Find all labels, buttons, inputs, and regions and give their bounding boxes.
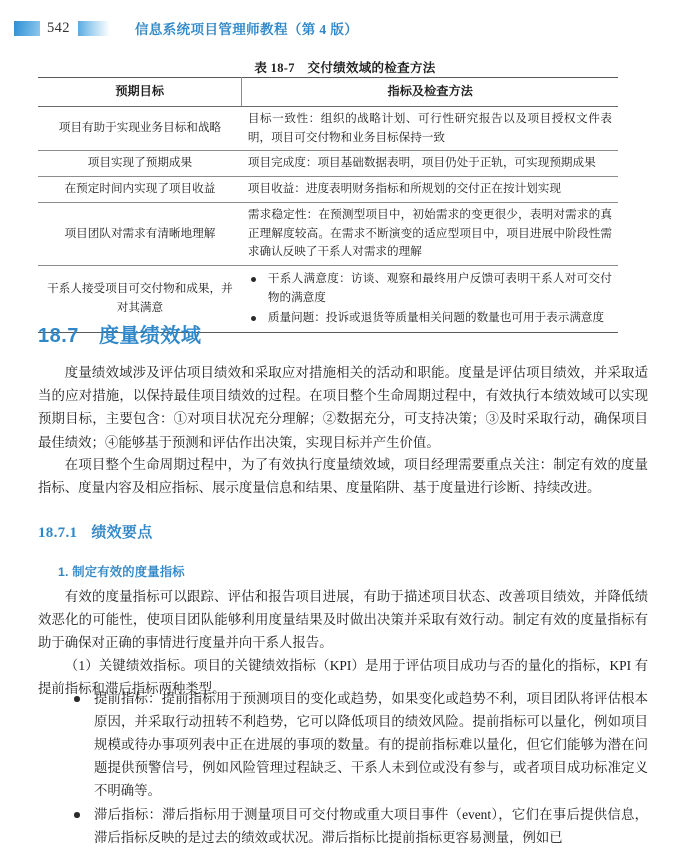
table-cell-method: 目标一致性：组织的战略计划、可行性研究报告以及项目授权文件表明，项目可交付物和业务目标保持一致 <box>242 106 618 151</box>
table-header-indicator-method: 指标及检查方法 <box>242 78 618 107</box>
table-row <box>38 106 618 151</box>
table-cell-bullet-list <box>248 270 612 327</box>
section-paragraph-2: 在项目整个生命周期过程中，为了有效执行度量绩效域，项目经理需要重点关注：制定有效的度量指标、度量内容及相应指标、展示度量信息和结果、度量陷阱、基于度量进行诊断、持续改进。 <box>38 457 648 496</box>
kpi-bullet-list <box>72 687 648 850</box>
table-cell-goal: 项目有助于实现业务目标和战略 <box>38 106 242 151</box>
header-decoration-block-right <box>78 21 110 36</box>
subsection-number: 18.7.1 <box>38 525 78 541</box>
table-caption: 表 18-7 交付绩效域的检查方法 <box>254 61 436 75</box>
page-header <box>0 18 690 38</box>
table-row <box>38 177 618 203</box>
table-header-expected-goal: 预期目标 <box>38 78 242 107</box>
table-cell-goal: 项目团队对需求有清晰地理解 <box>38 202 242 265</box>
book-title: 信息系统项目管理师教程（第 4 版） <box>134 22 359 37</box>
table-cell-method: 需求稳定性：在预测型项目中，初始需求的变更很少，表明对需求的真正理解度较高。在需求不断演变的适应型项目中，项目进展中阶段性需求确认反映了干系人对需求的理解 <box>242 202 618 265</box>
kpi-bullet-lagging-indicator: 滞后指标：滞后指标用于测量项目可交付物或重大项目事件（event），它们在事后提供信息，滞后指标反映的是过去的绩效或状况。滞后指标比提前指标更容易测量，例如已 <box>72 803 648 849</box>
subsection-heading-18-7-1 <box>38 521 153 542</box>
checklist-table <box>38 77 618 333</box>
section-paragraph-1: 度量绩效域涉及评估项目绩效和采取应对措施相关的活动和职能。度量是评估项目绩效，并采取适当的应对措施，以保持最佳项目绩效的过程。在项目整个生命周期过程中，有效执行本绩效域可以实现预期目标，主要包含：①对项目状况充分理解；②数据充分，可支持决策；③及时采取行动，确保项目最佳绩效；④能够基于预测和评估作出决策，实现目标并产生价值。 <box>38 365 648 450</box>
table-row <box>38 151 618 177</box>
table-cell-bullet-item: 质量问题：投诉或退货等质量相关问题的数量也可用于表示满意度 <box>248 309 612 328</box>
table-cell-bullet-item: 干系人满意度：访谈、观察和最终用户反馈可表明干系人对可交付物的满意度 <box>248 270 612 308</box>
header-decoration-block-left <box>14 21 40 36</box>
section-number: 18.7 <box>38 324 79 347</box>
kpi-bullet-leading-indicator: 提前指标：提前指标用于预测项目的变化或趋势，如果变化或趋势不利，项目团队将评估根本原因，并采取行动扭转不利趋势，它可以降低项目的绩效风险。提前指标可以量化，例如项目规模或待办事项列表中正在进展的事项的数量。有的提前指标难以量化，但它们能够为潜在问题提供预警信号，例如风险管理过程缺乏、干系人未到位或没有参与，或者项目成功标准定义不明确等。 <box>72 687 648 802</box>
table-cell-goal: 项目实现了预期成果 <box>38 151 242 177</box>
table-row <box>38 202 618 265</box>
item-heading-1: 1. 制定有效的度量指标 <box>58 565 185 580</box>
table-cell-method: 项目收益：进度表明财务指标和所规划的交付正在按计划实现 <box>242 177 618 203</box>
section-heading-18-7 <box>38 319 201 348</box>
table-cell-goal: 干系人接受项目可交付物和成果，并对其满意 <box>38 266 242 332</box>
page-number: 542 <box>47 19 70 36</box>
subsection-paragraph-2: （1）关键绩效指标。项目的关键绩效指标（KPI）是用于评估项目成功与否的量化的指标，KPI 有提前指标和滞后指标两种类型。 <box>38 658 648 697</box>
section-title: 度量绩效域 <box>98 324 202 347</box>
table-cell-goal: 在预定时间内实现了项目收益 <box>38 177 242 203</box>
table-header-row <box>38 78 618 107</box>
subsection-title: 绩效要点 <box>91 525 153 541</box>
table-cell-method: 项目完成度：项目基础数据表明，项目仍处于正轨，可实现预期成果 <box>242 151 618 177</box>
subsection-paragraph-1: 有效的度量指标可以跟踪、评估和报告项目进展，有助于描述项目状态、改善项目绩效，并降低绩效恶化的可能性，使项目团队能够利用度量结果及时做出决策并采取有效行动。制定有效的度量指标有助于确保对正确的事情进行度量并向干系人报告。 <box>38 589 648 651</box>
table-cell-method-bullets <box>242 266 618 332</box>
